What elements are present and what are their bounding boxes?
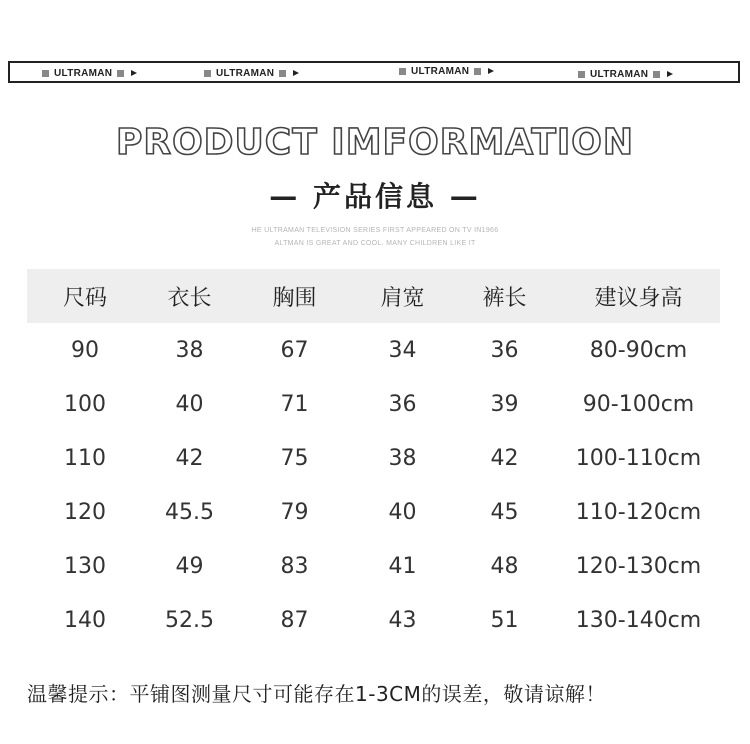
table-cell: 90-100cm: [582, 391, 695, 417]
table-row: [27, 539, 720, 593]
column-header-chest: 胸围: [272, 285, 317, 311]
table-cell: 36: [490, 337, 519, 363]
table-cell: 45: [490, 499, 519, 525]
table-cell: 120: [64, 499, 106, 525]
measurement-note: 温馨提示：平铺图测量尺寸可能存在1-3CM的误差，敬请谅解！: [27, 682, 606, 706]
square-icon: [474, 68, 481, 75]
table-cell: 40: [175, 391, 204, 417]
table-cell: 87: [280, 607, 309, 633]
subtitle-line-1: HE ULTRAMAN TELEVISION SERIES FIRST APPEARED ON TV IN1966: [251, 227, 499, 234]
square-icon: [399, 68, 406, 75]
table-row: [27, 377, 720, 431]
column-header-size: 尺码: [62, 285, 107, 311]
table-cell: 38: [388, 445, 417, 471]
table-row: [27, 323, 720, 377]
table-row: [27, 485, 720, 539]
table-cell: 51: [490, 607, 519, 633]
brand-text: ULTRAMAN: [216, 67, 275, 79]
table-cell: 71: [280, 391, 309, 417]
brand-text: ULTRAMAN: [590, 68, 649, 80]
subtitle-line-2: ALTMAN IS GREAT AND COOL. MANY CHILDREN LIKE IT: [274, 240, 476, 247]
table-cell: 80-90cm: [589, 337, 688, 363]
table-cell: 79: [280, 499, 309, 525]
table-cell: 90: [71, 337, 99, 363]
table-cell: 110-120cm: [575, 499, 702, 525]
table-cell: 100-110cm: [575, 445, 702, 471]
brand-text: ULTRAMAN: [411, 65, 470, 77]
size-table: [27, 269, 720, 647]
column-header-pants-length: 裤长: [482, 285, 527, 311]
square-icon: [42, 70, 49, 77]
brand-mark: [578, 68, 673, 80]
table-cell: 52.5: [165, 607, 214, 633]
table-cell: 83: [280, 553, 309, 579]
table-cell: 34: [388, 337, 417, 363]
square-icon: [653, 71, 660, 78]
play-arrow-icon: [488, 68, 494, 74]
column-header-height: 建议身高: [594, 285, 683, 311]
play-arrow-icon: [667, 71, 673, 77]
page-title-chinese: — 产品信息 —: [269, 180, 481, 213]
table-cell: 38: [175, 337, 204, 363]
square-icon: [279, 70, 286, 77]
column-header-shoulder: 肩宽: [380, 285, 425, 311]
table-cell: 41: [388, 553, 417, 579]
table-cell: 49: [175, 553, 204, 579]
play-arrow-icon: [293, 70, 299, 76]
table-cell: 130: [64, 553, 106, 579]
brand-mark: [204, 67, 299, 79]
table-cell: 140: [64, 607, 106, 633]
play-arrow-icon: [131, 70, 137, 76]
square-icon: [117, 70, 124, 77]
table-cell: 75: [280, 445, 309, 471]
table-row: [27, 593, 720, 647]
table-cell: 42: [490, 445, 519, 471]
table-cell: 45.5: [165, 499, 214, 525]
table-cell: 110: [64, 445, 106, 471]
table-cell: 100: [64, 391, 106, 417]
square-icon: [204, 70, 211, 77]
brand-text: ULTRAMAN: [54, 67, 113, 79]
table-row: [27, 431, 720, 485]
table-cell: 40: [388, 499, 417, 525]
column-header-length: 衣长: [167, 285, 212, 311]
table-cell: 130-140cm: [575, 607, 702, 633]
table-cell: 39: [490, 391, 519, 417]
table-cell: 120-130cm: [575, 553, 702, 579]
brand-mark: [399, 65, 494, 77]
table-cell: 67: [280, 337, 309, 363]
brand-mark: [42, 67, 137, 79]
table-cell: 36: [388, 391, 417, 417]
brand-banner: [8, 61, 740, 83]
table-header-row: [27, 269, 720, 323]
square-icon: [578, 71, 585, 78]
table-cell: 48: [490, 553, 519, 579]
table-cell: 42: [175, 445, 204, 471]
page-title-english: PRODUCT IMFORMATION: [115, 122, 635, 163]
table-cell: 43: [388, 607, 417, 633]
